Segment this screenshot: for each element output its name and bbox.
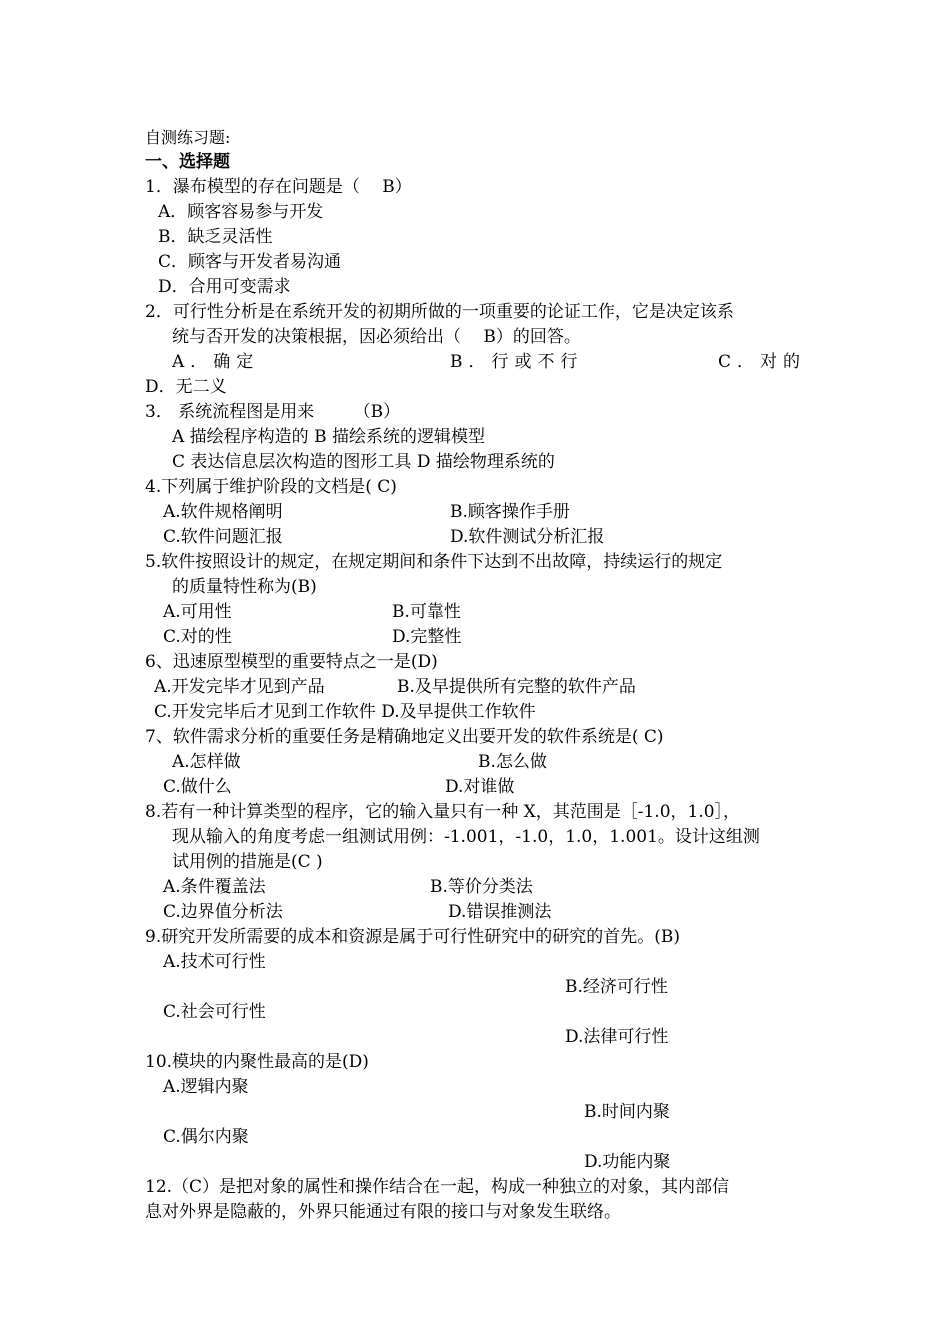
question-12: 12.（C）是把对象的属性和操作结合在一起，构成一种独立的对象，其内部信 bbox=[145, 1177, 730, 1197]
option-line: C．对的 bbox=[718, 352, 807, 372]
option-line: D.完整性 bbox=[392, 627, 462, 647]
question-5: 5.软件按照设计的规定，在规定期间和条件下达到不出故障，持续运行的规定 bbox=[145, 552, 723, 572]
option-line: C.偶尔内聚 bbox=[163, 1127, 249, 1147]
option-line: D.法律可行性 bbox=[565, 1027, 669, 1047]
question-10: 10.模块的内聚性最高的是(D) bbox=[145, 1052, 369, 1072]
question-line: 的质量特性称为(B) bbox=[172, 577, 317, 597]
question-1: 1．瀑布模型的存在问题是（ B） bbox=[145, 177, 412, 197]
doc-heading: 自测练习题: bbox=[145, 128, 231, 147]
option-line: B.时间内聚 bbox=[584, 1102, 670, 1122]
option-line: C．顾客与开发者易沟通 bbox=[158, 252, 342, 272]
option-line: D．无二义 bbox=[145, 377, 227, 397]
option-line: B.顾客操作手册 bbox=[450, 502, 570, 522]
option-line: C.软件问题汇报 bbox=[163, 527, 283, 547]
section-title: 一、选择题 bbox=[145, 152, 230, 172]
option-line: B.经济可行性 bbox=[565, 977, 668, 997]
option-line: B.等价分类法 bbox=[430, 877, 533, 897]
option-line: D.错误推测法 bbox=[448, 902, 552, 922]
question-line: 现从输入的角度考虑一组测试用例：-1.001，-1.0，1.0，1.001。设计这组测 bbox=[172, 827, 760, 847]
option-line: B.怎么做 bbox=[478, 752, 547, 772]
option-line: D.对谁做 bbox=[445, 777, 515, 797]
question-6: 6、迅速原型模型的重要特点之一是(D) bbox=[145, 652, 438, 672]
option-line: A．确定 bbox=[172, 352, 260, 372]
option-line: A．顾客容易参与开发 bbox=[158, 202, 324, 222]
option-line: A.可用性 bbox=[163, 602, 232, 622]
option-line: A.怎样做 bbox=[172, 752, 241, 772]
option-line: B．缺乏灵活性 bbox=[158, 227, 273, 247]
option-line: C.开发完毕后才见到工作软件 D.及早提供工作软件 bbox=[154, 702, 536, 722]
question-line: 试用例的措施是(C ) bbox=[172, 852, 323, 872]
option-line: D.软件测试分析汇报 bbox=[450, 527, 605, 547]
option-line: C 表达信息层次构造的图形工具 D 描绘物理系统的 bbox=[172, 452, 555, 472]
option-line: A.技术可行性 bbox=[163, 952, 266, 972]
question-2: 2．可行性分析是在系统开发的初期所做的一项重要的论证工作，它是决定该系 bbox=[145, 302, 734, 322]
option-line: A.逻辑内聚 bbox=[163, 1077, 249, 1097]
option-line: C.边界值分析法 bbox=[163, 902, 283, 922]
option-line: D．合用可变需求 bbox=[158, 277, 291, 297]
question-8: 8.若有一种计算类型的程序，它的输入量只有一种 X，其范围是［-1.0，1.0］， bbox=[145, 802, 741, 822]
option-line: C.社会可行性 bbox=[163, 1002, 266, 1022]
option-line: B.及早提供所有完整的软件产品 bbox=[397, 677, 636, 697]
question-7: 7、软件需求分析的重要任务是精确地定义出要开发的软件系统是( C) bbox=[145, 727, 664, 747]
question-3: 3． 系统流程图是用来 （B） bbox=[145, 402, 401, 422]
option-line: A.软件规格阐明 bbox=[163, 502, 283, 522]
option-line: D.功能内聚 bbox=[584, 1152, 671, 1172]
question-line: 息对外界是隐蔽的，外界只能通过有限的接口与对象发生联络。 bbox=[145, 1202, 621, 1222]
option-line: A.条件覆盖法 bbox=[163, 877, 266, 897]
option-line: C.对的性 bbox=[163, 627, 232, 647]
option-line: B．行或不行 bbox=[450, 352, 584, 372]
option-line: C.做什么 bbox=[163, 777, 232, 797]
question-line: 统与否开发的决策根据，因必须给出（ B）的回答。 bbox=[172, 327, 581, 347]
option-line: A 描绘程序构造的 B 描绘系统的逻辑模型 bbox=[172, 427, 485, 447]
option-line: B.可靠性 bbox=[392, 602, 461, 622]
question-9: 9.研究开发所需要的成本和资源是属于可行性研究中的研究的首先。(B) bbox=[145, 927, 680, 947]
question-4: 4.下列属于维护阶段的文档是( C) bbox=[145, 477, 397, 497]
option-line: A.开发完毕才见到产品 bbox=[154, 677, 325, 697]
